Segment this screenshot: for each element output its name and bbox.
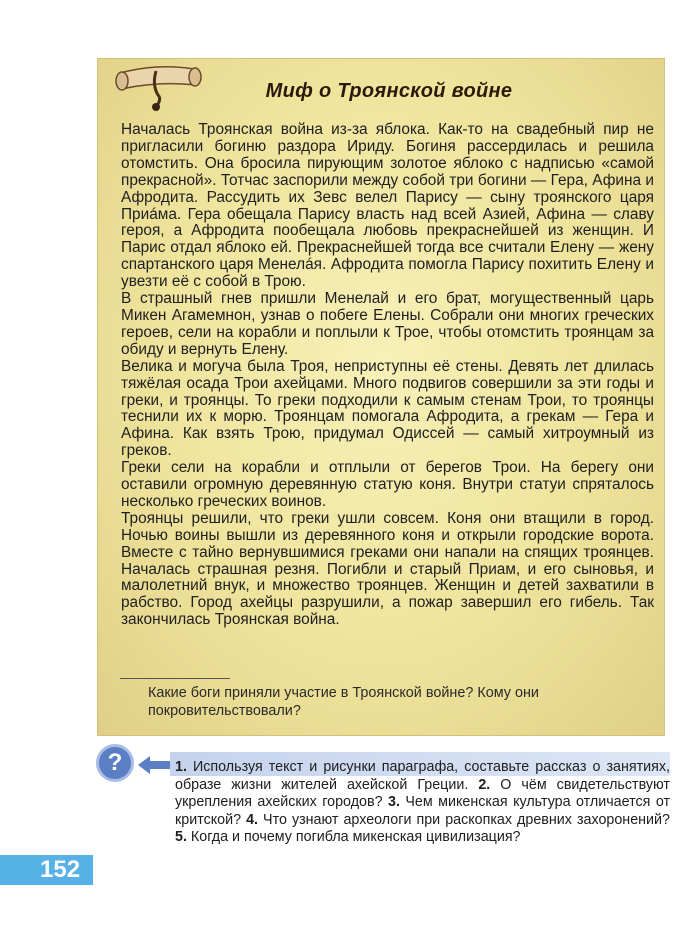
question-icon: ? bbox=[96, 744, 134, 782]
story-text bbox=[121, 122, 654, 629]
story-paragraph: Началась Троянская война из-за яблока. Как-то на свадебный пир не пригласили богиню раздора Ириду. Богиня рассердилась и решила отомстить. Она бросила пирующим золотое яблоко с надписью «самой прекрасной». Тотчас заспорили между собой три богини — Гера, Афина и Афродита. Рассудить их Зевс велел Парису — сыну троянского царя Приáма. Гера обещала Парису власть над всей Азией, Афина — славу героя, а Афродита пообещала любовь прекраснейшей из женщин. И Парис отдал яблоко ей. Прекраснейшей тогда все считали Елену — жену спартанского царя Менелáя. Афродита помогла Парису похитить Елену и увезти её с собой в Трою. bbox=[121, 121, 654, 291]
divider bbox=[120, 678, 230, 679]
question-number: 5. bbox=[175, 829, 187, 846]
story-paragraph: Троянцы решили, что греки ушли совсем. Коня они втащили в город. Ночью воины вышли из деревянного коня и открыли городские ворота. Вместе с тайно вернувшимися греками они напали на спящих троянцев. Началась страшная резня. Погибли и старый Приам, и его сыновья, и малолетний внук, и множество троянцев. Женщин и детей захватили в рабство. Город ахейцы разрушили, а пожар завершил его гибель. Так закончилась Троянская война. bbox=[121, 509, 654, 629]
question-text: О чём свидетельствуют укрепления ахейских городов? bbox=[175, 776, 670, 811]
question-text: Когда и почему погибла микенская цивилизация? bbox=[190, 829, 521, 846]
question-number: 1. bbox=[175, 759, 187, 775]
question-number: 4. bbox=[246, 811, 259, 828]
review-questions bbox=[175, 759, 670, 847]
story-paragraph: Греки сели на корабли и отплыли от берегов Трои. На берегу они оставили огромную деревянную статую коня. Внутри статуи спряталось несколько греческих воинов. bbox=[121, 459, 654, 510]
question-text: Что узнают археологи при раскопках древних захоронений? bbox=[263, 811, 670, 828]
page-number: 152 bbox=[40, 856, 81, 883]
question-number: 3. bbox=[388, 794, 400, 811]
page-title: Миф о Троянской войне bbox=[265, 80, 513, 102]
story-question: Какие боги приняли участие в Троянской войне? Кому они покровительствовали? bbox=[148, 685, 539, 719]
question-text: Используя текст и рисунки параграфа, составьте рассказ о занятиях, образе жизни жителей ахейской Греции. bbox=[175, 759, 670, 793]
story-paragraph: Велика и могуча была Троя, неприступны её стены. Девять лет длилась тяжёлая осада Трои ахейцами. Много подвигов совершили за эти годы и греки, и троянцы. То греки подходили к самым стенам Трои, то троянцы теснили их к морю. Троянцам помогала Афродита, а грекам — Гера и Афина. Как взять Трою, придумал Одиссей — самый хитроумный из греков. bbox=[121, 357, 654, 460]
story-paragraph: В страшный гнев пришли Менелай и его брат, могущественный царь Микен Агамемнон, узнав о побеге Елены. Собрали они многих греческих героев, сели на корабли и поплыли к Трое, чтобы отомстить троянцам за обиду и вернуть Елену. bbox=[121, 290, 654, 358]
question-text: Чем микенская культура отличается от критской? bbox=[175, 794, 671, 828]
arrow-left-icon bbox=[136, 754, 172, 776]
question-number: 2. bbox=[478, 776, 491, 793]
